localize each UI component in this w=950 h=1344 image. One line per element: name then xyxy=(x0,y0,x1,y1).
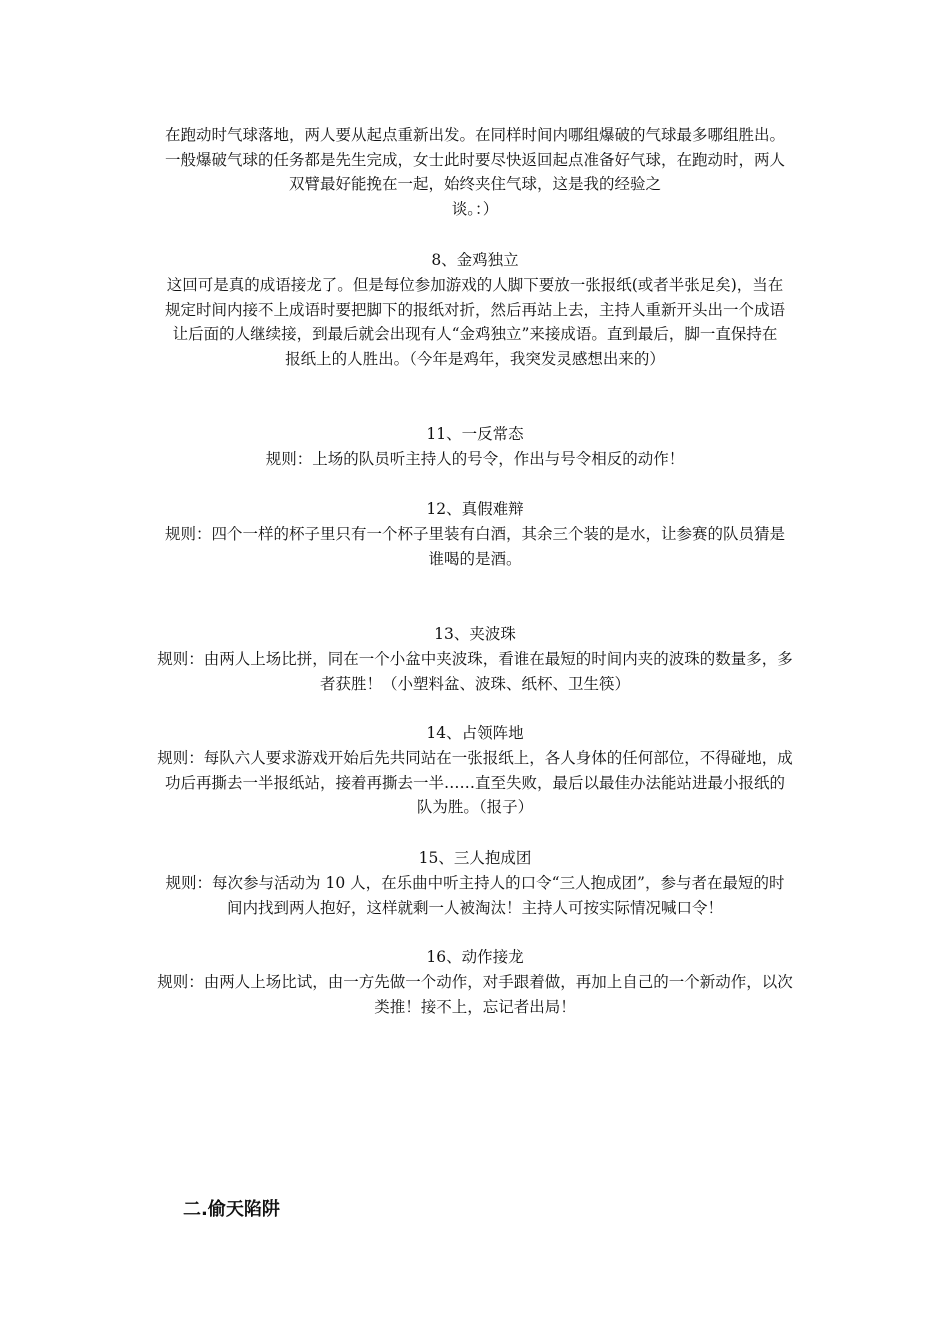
game-8-title: 8、金鸡独立 xyxy=(431,251,519,269)
game-11-title: 11、一反常态 xyxy=(426,425,524,443)
section-heading: 二.偷天陷阱 xyxy=(183,1199,280,1220)
body-line: 功后再撕去一半报纸站，接着再撕去一半……直至失败，最后以最佳办法能站进最小报纸的 xyxy=(164,773,785,792)
intro-line: 谈。：） xyxy=(451,199,499,218)
body-line: 队为胜。（报子） xyxy=(416,798,534,816)
body-line: 让后面的人继续接，到最后就会出现有人“金鸡独立”来接成语。直到最后，脚一直保持在 xyxy=(172,325,778,343)
body-line: 规则：由两人上场比拼，同在一个小盆中夹波珠，看谁在最短的时间内夹的波珠的数量多，多 xyxy=(157,650,793,668)
game-15-title: 15、三人抱成团 xyxy=(418,849,532,867)
game-13-title: 13、夹波珠 xyxy=(434,625,516,643)
body-line: 类推！接不上，忘记者出局！ xyxy=(374,997,576,1016)
body-line: 规则：每次参与活动为 10 人，在乐曲中听主持人的口令“三人抱成团”，参与者在最短的时 xyxy=(165,874,785,892)
body-line: 规则：由两人上场比试，由一方先做一个动作，对手跟着做，再加上自己的一个新动作，以次 xyxy=(157,973,793,991)
game-15-body xyxy=(140,871,810,920)
body-line: 规定时间内接不上成语时要把脚下的报纸对折，然后再站上去，主持人重新开头出一个成语 xyxy=(164,300,785,319)
game-14-body xyxy=(140,746,810,820)
game-16-title: 16、动作接龙 xyxy=(426,948,524,966)
body-line: 间内找到两人抱好，这样就剩一人被淘汰！主持人可按实际情况喊口令！ xyxy=(226,898,723,917)
body-line: 谁喝的是酒。 xyxy=(428,549,522,568)
intro-line: 一般爆破气球的任务都是先生完成，女士此时要尽快返回起点准备好气球，在跑动时，两人 xyxy=(164,150,785,169)
game-12-title: 12、真假难辩 xyxy=(426,500,524,518)
game-14-title: 14、占领阵地 xyxy=(426,724,524,742)
intro-line: 在跑动时气球落地，两人要从起点重新出发。在同样时间内哪组爆破的气球最多哪组胜出。 xyxy=(164,126,785,144)
body-line: 规则：四个一样的杯子里只有一个杯子里装有白酒，其余三个装的是水，让参赛的队员猜是 xyxy=(164,525,785,543)
game-13-body xyxy=(140,647,810,696)
intro-paragraph xyxy=(140,123,810,221)
body-line: 这回可是真的成语接龙了。但是每位参加游戏的人脚下要放一张报纸(或者半张足矣)，当在 xyxy=(166,276,784,294)
game-12-body xyxy=(140,522,810,571)
game-16-body xyxy=(140,970,810,1019)
game-11-body xyxy=(140,447,810,472)
body-line: 者获胜！（小塑料盆、波珠、纸杯、卫生筷） xyxy=(319,674,630,693)
body-line: 报纸上的人胜出。（今年是鸡年，我突发灵感想出来的） xyxy=(285,349,665,368)
body-line: 规则：上场的队员听主持人的号令，作出与号令相反的动作！ xyxy=(265,450,685,468)
game-8-body xyxy=(140,273,810,371)
intro-line: 双臂最好能挽在一起，始终夹住气球，这是我的经验之 xyxy=(288,175,661,193)
body-line: 规则：每队六人要求游戏开始后先共同站在一张报纸上，各人身体的任何部位，不得碰地，成 xyxy=(157,749,793,767)
